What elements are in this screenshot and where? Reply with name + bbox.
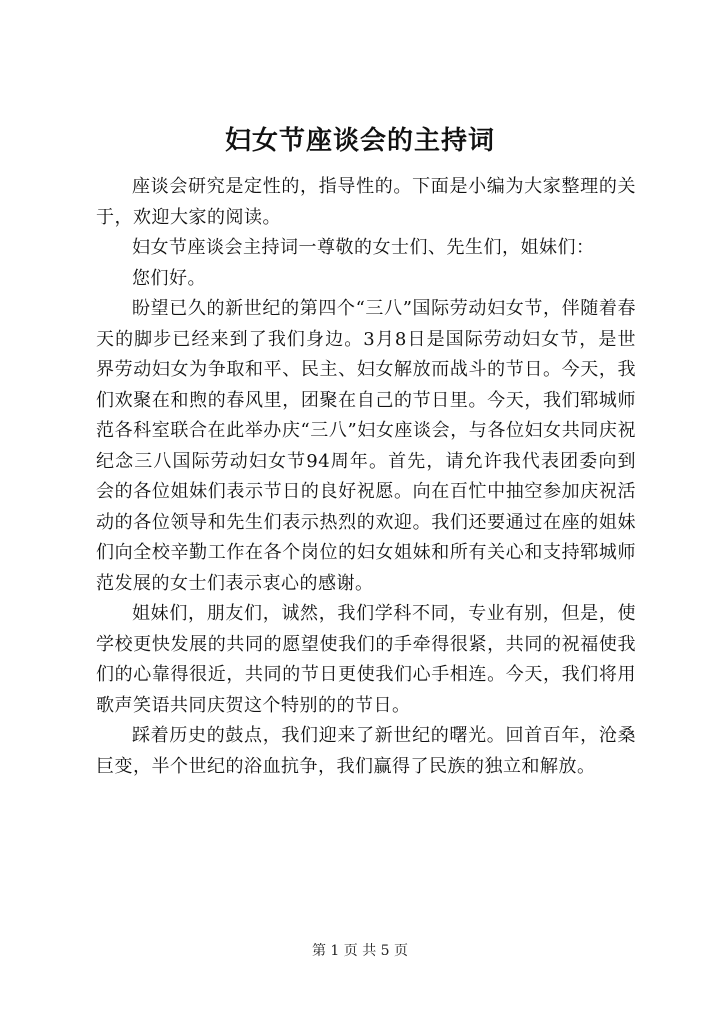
paragraph-history: 踩着历史的鼓点，我们迎来了新世纪的曙光。回首百年，沧桑巨变，半个世纪的浴血抗争，我们赢得了民族的独立和解放。: [96, 725, 636, 777]
page-footer: 第 1 页 共 5 页: [311, 943, 409, 959]
document-title: 妇女节座谈会的主持词: [224, 126, 495, 156]
paragraph-main: 盼望已久的新世纪的第四个“三八”国际劳动妇女节，伴随着春天的脚步已经来到了我们身边。3月8日是国际劳动妇女节，是世界劳动妇女为争取和平、民主、妇女解放而战斗的节日。今天，我们欢聚在和煦的春风里，团聚在自己的节日里。今天，我们郓城师范各科室联合在此举办庆“三八”妇女座谈会，与各位妇女共同庆祝纪念三八国际劳动妇女节94周年。首先，请允许我代表团委向到会的各位姐妹们表示节日的良好祝愿。向在百忙中抽空参加庆祝活动的各位领导和先生们表示热烈的欢迎。我们还要通过在座的姐妹们向全校辛勤工作在各个岗位的妇女姐妹和所有关心和支持郓城师范发展的女士们表示衷心的感谢。: [96, 298, 636, 594]
paragraph-intro: 座谈会研究是定性的，指导性的。下面是小编为大家整理的关于，欢迎大家的阅读。: [96, 176, 636, 228]
paragraph-greeting: 您们好。: [132, 267, 206, 289]
paragraph-salutation: 妇女节座谈会主持词一尊敬的女士们、先生们，姐妹们：: [132, 237, 595, 258]
paragraph-sisters: 姐妹们，朋友们，诚然，我们学科不同，专业有别，但是，使学校更快发展的共同的愿望使我们的手牵得很紧，共同的祝福使我们的心靠得很近，共同的节日更使我们心手相连。今天，我们将用歌声笑语共同庆贺这个特别的的节日。: [96, 603, 636, 716]
document-body: [96, 172, 636, 782]
